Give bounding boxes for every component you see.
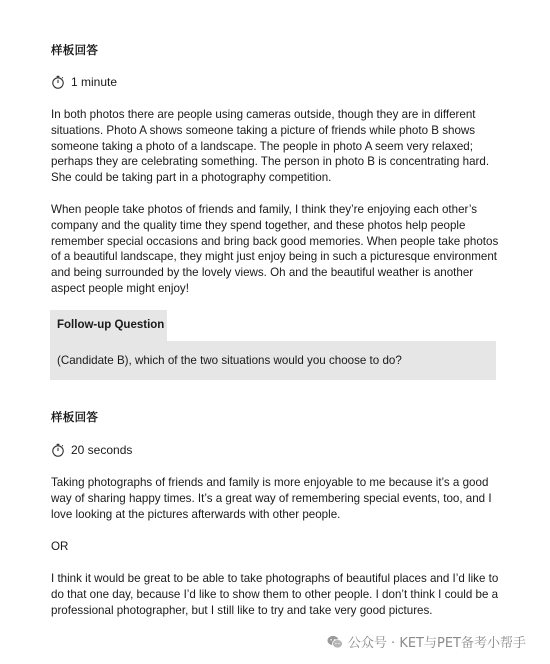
wechat-icon	[327, 635, 343, 649]
answer-paragraph-3: Taking photographs of friends and family is more enjoyable to me because it’s a good way of sharing happy times. It’s a great way of remembering special events, too, and I love looking at the pictures afterwards with other people.	[51, 476, 492, 521]
answer-paragraph-1: In both photos there are people using cameras outside, though they are in different situations. Photo A shows someone taking a picture of friends while photo B shows someone taking a photo of a landscape. The people in photo A seem very relaxed; perhaps they are celebrating something. The person in photo B is concentrating hard. She could be taking part in a photography competition.	[51, 108, 490, 185]
duration-2	[51, 443, 132, 457]
section-title-1: 样板回答	[51, 43, 99, 57]
followup-header: Follow-up Question	[50, 310, 167, 341]
stopwatch-icon	[51, 75, 65, 89]
watermark-text: 公众号 · KET与PET备考小帮手	[347, 636, 526, 651]
followup-question: (Candidate B), which of the two situations would you choose to do?	[50, 341, 496, 380]
followup-question-box	[50, 310, 496, 380]
watermark	[327, 632, 526, 651]
section-title-2: 样板回答	[51, 410, 99, 424]
duration-label-1: 1 minute	[71, 75, 118, 89]
duration-1	[51, 75, 117, 89]
duration-label-2: 20 seconds	[71, 443, 133, 457]
stopwatch-icon	[51, 443, 65, 457]
answer-separator-or: OR	[51, 540, 69, 553]
answer-paragraph-2: When people take photos of friends and family, I think they’re enjoying each other’s company and the quality time they spend together, and these photos help people remember special occasions and bring back good memories. When people take photos of a beautiful landscape, they might just enjoy being in such a picturesque environment and being surrounded by the lovely views. Oh and the beautiful weather is another aspect people might enjoy!	[51, 203, 499, 295]
answer-paragraph-4: I think it would be great to be able to take photographs of beautiful places and I’d like to do that one day, because I’d like to show them to other people. I don’t think I could be a professional photographer, but I still like to try and take very good pictures.	[51, 572, 499, 617]
